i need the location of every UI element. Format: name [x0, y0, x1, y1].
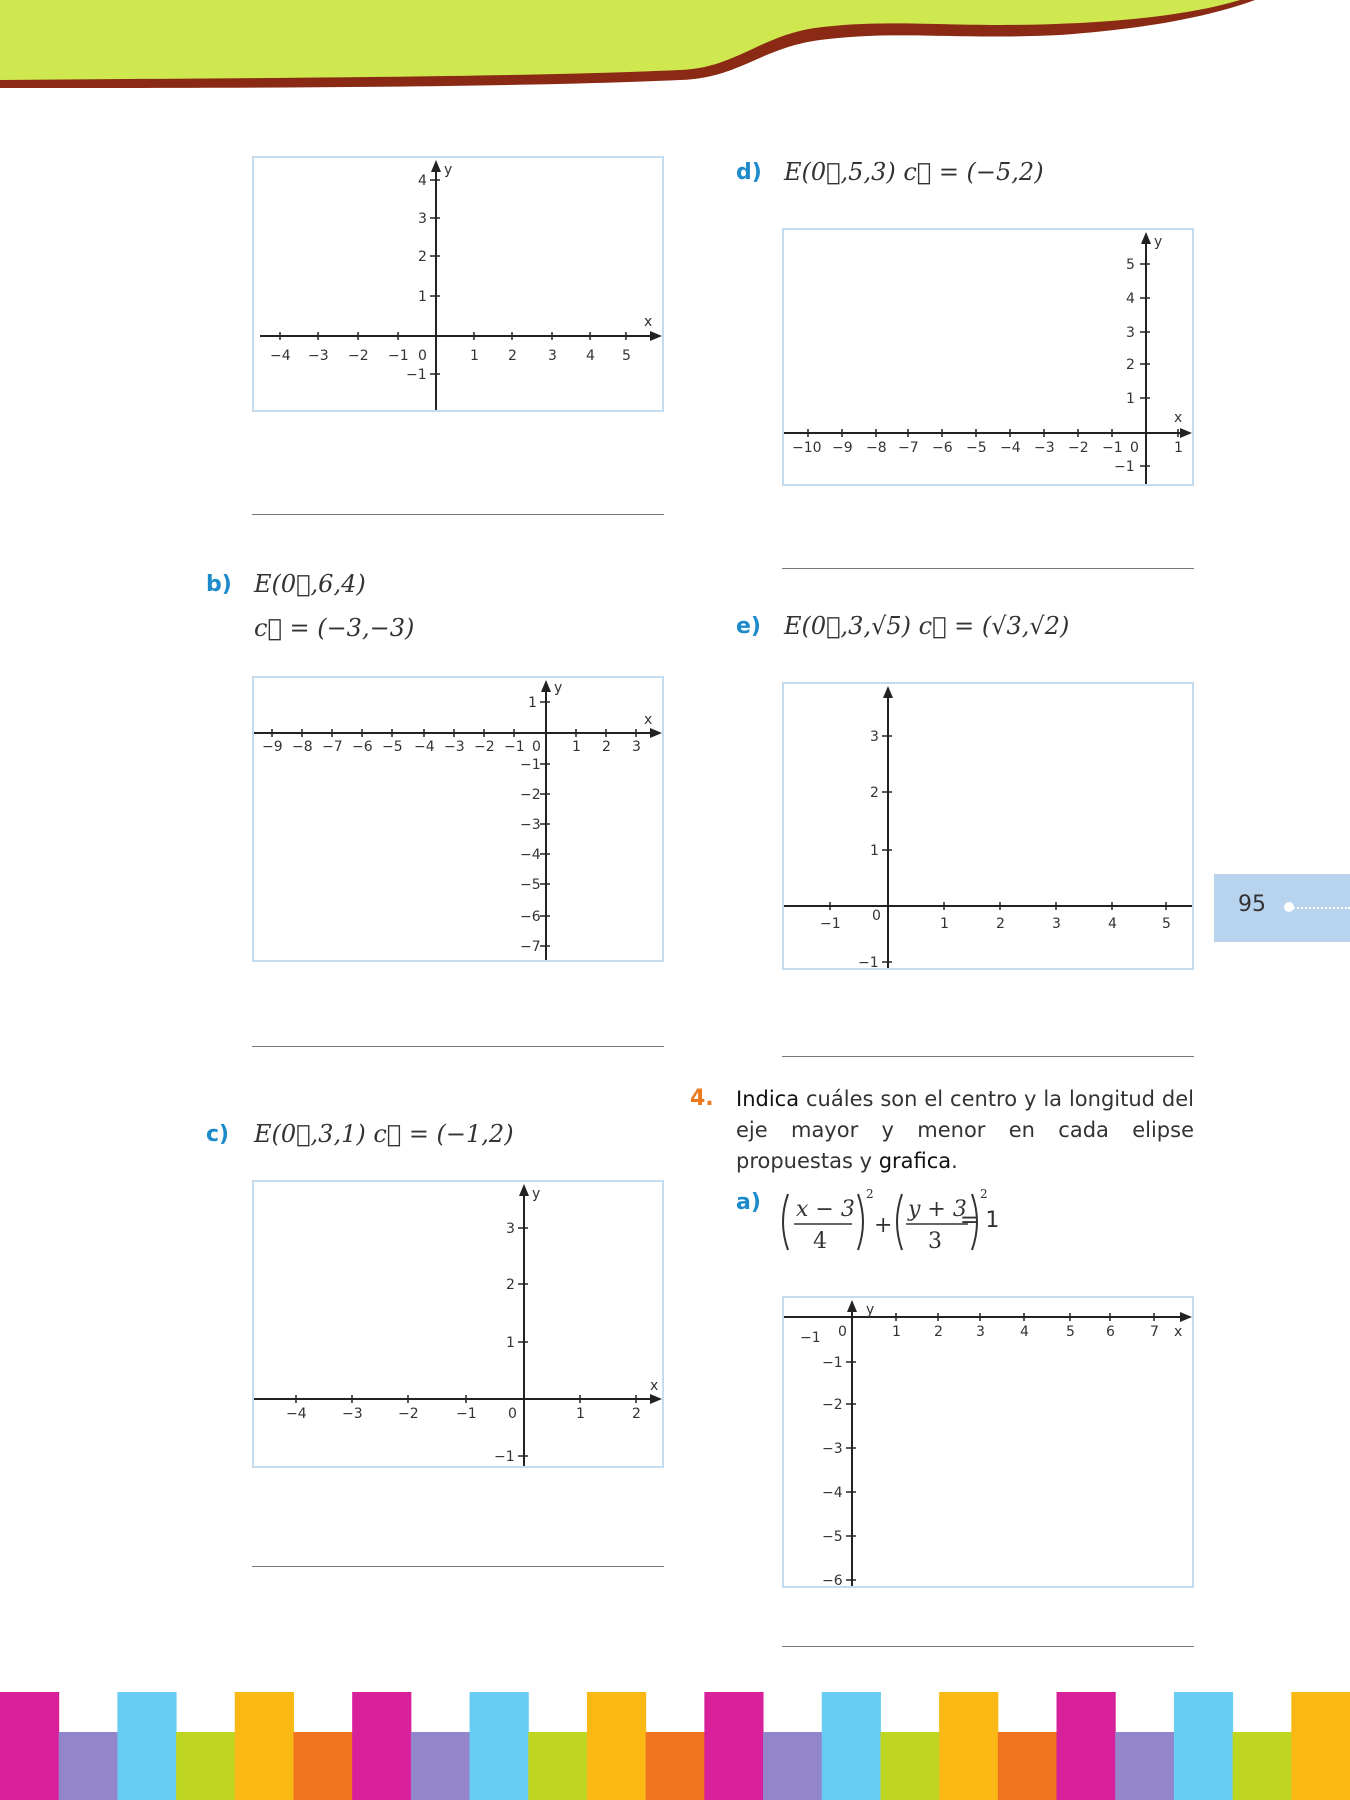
x-tick: 7: [1150, 1324, 1159, 1340]
y-axis-label: y: [444, 162, 453, 178]
y-tick: 5: [1126, 257, 1135, 273]
footer-stripe: [0, 1692, 59, 1800]
y-tick: −1: [494, 1449, 515, 1465]
y-tick: −1: [822, 1355, 843, 1371]
exercise-e-label: e): [736, 614, 761, 639]
x-tick: 6: [1106, 1324, 1115, 1340]
x-tick: −4: [286, 1406, 307, 1422]
instruction-verb: Indica: [736, 1087, 800, 1111]
x-tick: 1: [1174, 440, 1183, 456]
graph-1: [252, 156, 664, 412]
y-tick: −1: [1114, 459, 1135, 475]
x-tick: 1: [576, 1406, 585, 1422]
answer-line[interactable]: [252, 1566, 664, 1567]
x-tick: 3: [976, 1324, 985, 1340]
origin-label: 0: [508, 1406, 517, 1422]
x-tick: −8: [866, 440, 887, 456]
x-tick: 4: [1020, 1324, 1029, 1340]
x-tick: −6: [352, 739, 373, 755]
footer-stripe: [763, 1732, 822, 1800]
y-axis-label: y: [1154, 234, 1163, 250]
x-tick: −9: [262, 739, 283, 755]
footer-stripe: [528, 1732, 587, 1800]
exercise-c-label: c): [206, 1122, 230, 1147]
x-tick: 1: [940, 916, 949, 932]
x-tick: 2: [632, 1406, 641, 1422]
question-4-number: 4.: [690, 1086, 714, 1111]
x-tick: −2: [474, 739, 495, 755]
x-tick: 3: [1052, 916, 1061, 932]
y-tick: −4: [520, 847, 541, 863]
x-tick: −7: [898, 440, 919, 456]
graph-4: [782, 228, 1194, 486]
exercise-b-label: b): [206, 572, 232, 597]
page-dots-decoration: [1290, 907, 1350, 909]
x-tick: −1: [820, 916, 841, 932]
x-tick: −8: [292, 739, 313, 755]
x-tick: −4: [414, 739, 435, 755]
y-tick: 2: [418, 249, 427, 265]
exponent: 2: [980, 1187, 988, 1201]
origin-label: 0: [872, 908, 881, 924]
footer-stripe: [939, 1692, 998, 1800]
answer-line[interactable]: [782, 1056, 1194, 1057]
y-tick: 3: [418, 211, 427, 227]
graph-2: [252, 676, 664, 962]
y-tick: −1: [520, 757, 541, 773]
y-tick: 4: [1126, 291, 1135, 307]
x-tick: 3: [548, 348, 557, 364]
footer-stripes-decoration: [0, 1692, 1350, 1800]
exercise-e-equation: E(0⃗,3,√5) c⃗ = (√3,√2): [784, 612, 1070, 640]
x-tick: −2: [1068, 440, 1089, 456]
y-tick: −1: [858, 955, 879, 971]
footer-stripe: [1233, 1732, 1292, 1800]
footer-stripe: [1115, 1732, 1174, 1800]
y-tick: −2: [822, 1397, 843, 1413]
x-tick: −2: [398, 1406, 419, 1422]
y-axis-label: y: [532, 1186, 541, 1202]
footer-stripe: [646, 1732, 705, 1800]
y-tick: −2: [520, 787, 541, 803]
answer-line[interactable]: [252, 514, 664, 515]
graph-3: [252, 1180, 664, 1468]
footer-stripe: [1057, 1692, 1116, 1800]
footer-stripe: [822, 1692, 881, 1800]
y-tick: −6: [520, 909, 541, 925]
y-tick: −6: [822, 1573, 843, 1589]
footer-stripe: [235, 1692, 294, 1800]
footer-stripe: [352, 1692, 411, 1800]
answer-line[interactable]: [252, 1046, 664, 1047]
x-axis-label: x: [644, 314, 653, 330]
exercise-b-equation-line1: E(0⃗,6,4): [254, 570, 366, 598]
ellipse-equation-rhs: = 1: [960, 1208, 1000, 1233]
x-tick: −3: [1034, 440, 1055, 456]
origin-label: 0: [838, 1324, 847, 1340]
y-tick: −1: [406, 367, 427, 383]
footer-stripe: [704, 1692, 763, 1800]
x-tick: 2: [996, 916, 1005, 932]
x-tick: −7: [322, 739, 343, 755]
footer-stripe: [470, 1692, 529, 1800]
answer-line[interactable]: [782, 1646, 1194, 1647]
y-tick: −3: [520, 817, 541, 833]
x-tick: 5: [1066, 1324, 1075, 1340]
fraction-denominator: 4: [813, 1229, 827, 1254]
exercise-c-equation: E(0⃗,3,1) c⃗ = (−1,2): [254, 1120, 514, 1148]
x-tick: 1: [892, 1324, 901, 1340]
question-4a-label: a): [736, 1190, 761, 1215]
graph-6: [782, 1296, 1194, 1588]
instruction-text: .: [951, 1149, 958, 1173]
footer-stripe: [411, 1732, 470, 1800]
y-tick: 3: [1126, 325, 1135, 341]
y-tick: 2: [870, 785, 879, 801]
y-tick: 2: [1126, 357, 1135, 373]
x-tick: 3: [632, 739, 641, 755]
header-wave-decoration: [0, 0, 1350, 100]
x-tick: −1: [456, 1406, 477, 1422]
x-axis-label: x: [1174, 410, 1183, 426]
x-tick: −1: [388, 348, 409, 364]
x-tick: 5: [622, 348, 631, 364]
x-tick: −9: [832, 440, 853, 456]
y-tick: 3: [870, 729, 879, 745]
exercise-d-equation: E(0⃗,5,3) c⃗ = (−5,2): [784, 158, 1044, 186]
x-tick: −10: [792, 440, 822, 456]
x-tick: 2: [602, 739, 611, 755]
instruction-verb: grafica: [878, 1149, 952, 1173]
x-tick: −1: [1102, 440, 1123, 456]
x-tick: 5: [1162, 916, 1171, 932]
y-tick: −4: [822, 1485, 843, 1501]
fraction-numerator: x − 3: [796, 1197, 855, 1222]
x-tick: −4: [270, 348, 291, 364]
x-axis-label: x: [644, 712, 653, 728]
y-tick: 1: [870, 843, 879, 859]
x-tick: 2: [934, 1324, 943, 1340]
y-tick: −7: [520, 939, 541, 955]
plus-sign: +: [874, 1213, 893, 1238]
x-axis-label: x: [1174, 1324, 1183, 1340]
origin-label: 0: [418, 348, 427, 364]
y-axis-label: y: [554, 680, 563, 696]
footer-stripe: [176, 1732, 235, 1800]
answer-line[interactable]: [782, 568, 1194, 569]
question-4-instructions: [736, 1084, 1194, 1177]
x-tick: −3: [342, 1406, 363, 1422]
exercise-b-equation-line2: c⃗ = (−3,−3): [254, 614, 415, 642]
y-tick: −5: [520, 877, 541, 893]
x-tick: −5: [966, 440, 987, 456]
x-tick: −3: [444, 739, 465, 755]
footer-stripe: [117, 1692, 176, 1800]
y-tick: 1: [528, 695, 537, 711]
y-tick: 1: [506, 1335, 515, 1351]
origin-label: 0: [1130, 440, 1139, 456]
x-tick: 4: [586, 348, 595, 364]
y-tick: 1: [1126, 391, 1135, 407]
x-tick: 1: [470, 348, 479, 364]
x-tick: −3: [308, 348, 329, 364]
footer-stripe: [59, 1732, 118, 1800]
y-tick: 1: [418, 289, 427, 305]
y-axis-label: y: [866, 1302, 875, 1318]
x-tick: 1: [572, 739, 581, 755]
x-tick: −6: [932, 440, 953, 456]
fraction-denominator: 3: [928, 1229, 942, 1254]
y-tick: 2: [506, 1277, 515, 1293]
y-tick: −5: [822, 1529, 843, 1545]
y-tick: −3: [822, 1441, 843, 1457]
footer-stripe: [587, 1692, 646, 1800]
x-tick: −2: [348, 348, 369, 364]
graph-5: [782, 682, 1194, 970]
x-tick: 4: [1108, 916, 1117, 932]
footer-stripe: [998, 1732, 1057, 1800]
y-tick: 3: [506, 1221, 515, 1237]
x-tick: −1: [504, 739, 525, 755]
exercise-d-label: d): [736, 160, 762, 185]
footer-stripe: [293, 1732, 352, 1800]
x-tick: 2: [508, 348, 517, 364]
fraction-numerator: y + 3: [908, 1197, 967, 1222]
x-tick: −1: [800, 1330, 821, 1346]
exponent: 2: [866, 1187, 874, 1201]
x-tick: −5: [382, 739, 403, 755]
footer-stripe: [880, 1732, 939, 1800]
page-number-tab: [1214, 874, 1350, 942]
instruction-text: cuáles son el centro y la longitud del eje mayor y menor en cada elipse propuestas y: [736, 1087, 1194, 1173]
x-axis-label: x: [650, 1378, 659, 1394]
footer-stripe: [1174, 1692, 1233, 1800]
footer-stripe: [1291, 1692, 1350, 1800]
x-tick: −4: [1000, 440, 1021, 456]
origin-label: 0: [532, 739, 541, 755]
page-number: 95: [1238, 892, 1266, 917]
y-tick: 4: [418, 173, 427, 189]
